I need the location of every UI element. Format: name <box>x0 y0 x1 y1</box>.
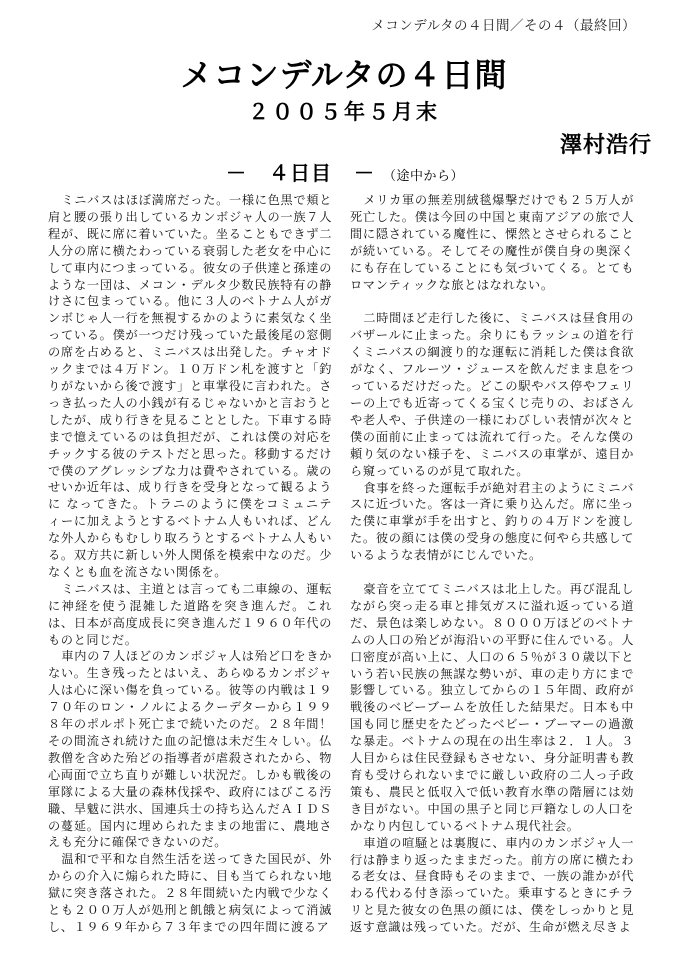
paragraph: ミニバスは、主道とは言っても二車線の、運転に神経を使う混雑した道路を突き進んだ。これは、日本が高度成長に突き進んだ１９６０年代のものと同じだ。 <box>48 581 332 647</box>
paragraph: 二時間ほど走行した後に、ミニバスは昼食用のバザールに止まった。余りにもラッシュの道を行くミニバスの綱渡り的な運転に消耗した僕は食欲がなく、フルーツ・ジュースを飲んだまま息をつっているだけだった。どこの駅やバス停やフェリーの上でも近寄ってくる宝くじ売りの、おばさんや老人や、子供達の一様にわびしい表情が次々と僕の面前に止まっては流れて行った。そんな僕の頼り気のない様子を、ミニバスの車掌が、遠目から窺っているのが見て取れた。 <box>350 311 634 478</box>
running-header: メコンデルタの４日間／その４（最終回） <box>371 18 636 34</box>
section-heading-text: ４日目 <box>269 161 332 185</box>
author-name: 澤村浩行 <box>559 133 652 158</box>
paragraph: 温和で平和な自然生活を送ってきた国民が、外からの介入に煽られた時に、目も当てられない地獄に突き落された。２８年間続いた内戦で少なくとも２００万人が処刑と飢餓と病気によって消滅し、１９６９年から７３年までの四年間に渡るア <box>48 852 332 934</box>
paragraph: メリカ軍の無差別絨毯爆撃だけでも２５万人が死亡した。僕は今回の中国と東南アジアの旅で人間に隠されている魔性に、慄然とさせられることが続いている。そしてその魔性が僕自身の奥深くにも存在していることにも気づいてくる。とてもロマンティックな旅とはなれない。 <box>350 193 634 292</box>
paragraph: 車道の喧騒とは裏腹に、車内のカンボジャ人一行は静まり返ったままだった。前方の席に横たわる老女は、昼食時もそのままで、一族の誰かが代わる代わる付き添っていた。乗車するときにチラリと見た彼女の色黒の顔には、僕をしっかりと見返す意識は残っていた。だが、生命が燃え尽きよ <box>350 835 634 935</box>
paragraph: ミニバスはほぼ満席だった。一様に色黒で頬と肩と腰の張り出しているカンボジャ人の一族７人程が、既に席に着いていた。坐ることもできず二人分の席に横たわっている衰弱した老女を中心にして車内につまっている。彼女の子供達と孫達のような一団は、メコン・デルタ少数民族特有の静けさに包まっている。他に３人のベトナム人がガンボじゃ人一行を無視するかのように素気なく坐っている。僕が一つだけ残っていた最後尾の窓側の席を占めると、ミニバスは出発した。チャオドックまでは４万ドン。１０万ドン札を渡すと「釣りがないから後で渡す」と車掌役に言われた。さっき払った人の小銭が有るじゃないかと言おうとしたが、成り行きを見ることとした。下車する時まで憶えているのは負担だが、これは僕の対応をチックする彼のテストだと思った。移動するだけで僕のアグレッシブな力は費やされている。歳のせいか近年は、成り行きを受身となって観るように なってきた。トラニのように僕をコミュニティーに加えようとするベトナム人もいれば、どんな外人からもむしり取ろうとするベトナム人もいる。双方共に新しい外人関係を模索中なのだ。少なくとも血を流さない関係を。 <box>48 193 332 579</box>
left-column <box>48 192 332 936</box>
article-title: メコンデルタの４日間 <box>180 56 508 94</box>
section-dash-left: － <box>226 161 247 185</box>
paragraph: 車内の７人ほどのカンボジャ人は殆ど口をきかない。生き残ったとはいえ、あらゆるカンボジャ人は心に深い傷を負っている。彼等の内戦は１９７０年のロン・ノルによるクーデターから１９９８年のポルポト死亡まで続いたのだ。２８年間！その間流され続けた血の記憶は未だ生々しい。仏教僧を含めた殆どの指導者が虐殺されたから、物心両面で立ち直りが難しい状況だ。しかも戦後の軍隊による大量の森林伐採や、政府にはびこる汚職、旱魃に洪水、国連兵士の持ち込んだＡＩＤＳの蔓延。国内に埋められたままの地雷に、農地さえも充分に確保できないのだ。 <box>48 649 332 850</box>
section-note: （途中から） <box>383 169 465 184</box>
paragraph: 食事を終った運転手が絶対君主のようにミニバスに近づいた。客は一斉に乗り込んだ。席に坐った僕に車掌が手を出すと、釣りの４万ドンを渡した。彼の顔には僕の受身の態度に何やら共感しているような表情がにじんでいた。 <box>350 480 634 563</box>
right-column <box>350 192 634 936</box>
paragraph: 豪音を立ててミニバスは北上した。再び混乱しながら突っ走る車と排気ガスに溢れ返っている道だ、景色は楽しめない。８０００万ほどのベトナムの人口の殆どが海沿いの平野に住んでいる。人口密度が高い上に、人口の６５％が３０歳以下という若い民族の無謀な勢いが、車の走り方にまで影響している。独立してからの１５年間、政府が戦後のベビーブームを放任した結果だ。日本も中国も同じ歴史をたどったベビー・ブーマーの過激な暴走。ベトナムの現在の出生率は２．１人。３人目からは住民登録もさせない、身分証明書も教育も受けられないまでに厳しい政府の二人っ子政策も、農民と低収入で低い教育水準の階層には効き目がない。中国の黒子と同じ戸籍なしの人口をかなり内包しているベトナム現代社会。 <box>350 582 634 833</box>
article-date: ２００５年５月末 <box>248 100 440 124</box>
section-heading <box>226 157 464 186</box>
section-dash-right: － <box>354 161 375 185</box>
